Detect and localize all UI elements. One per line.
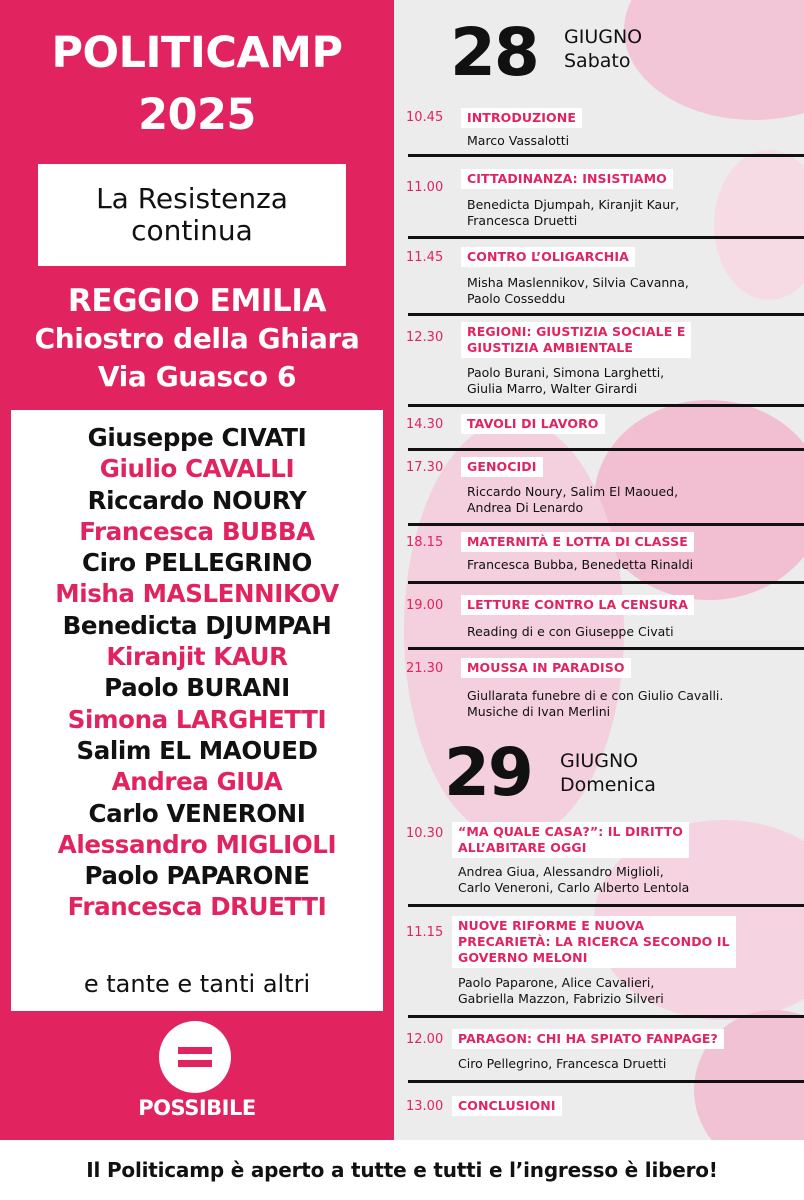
session-title: GENOCIDI [461, 457, 543, 477]
session-time: 17.30 [406, 460, 444, 475]
session-title: PARAGON: CHI HA SPIATO FANPAGE? [452, 1029, 724, 1049]
speaker-name: Andrea GIUA [111, 767, 283, 797]
session-title: CONCLUSIONI [452, 1096, 562, 1116]
session-speakers: Reading di e con Giuseppe Civati [467, 624, 674, 639]
session-speakers: Ciro Pellegrino, Francesca Druetti [458, 1056, 667, 1071]
speaker-name: Riccardo NOURY [87, 485, 307, 515]
speaker-name: Francesca DRUETTI [67, 892, 327, 922]
poster-year: 2025 [138, 90, 256, 140]
session-time: 10.30 [406, 826, 444, 841]
session-time: 12.30 [406, 330, 444, 345]
session-speakers: Marco Vassalotti [467, 133, 570, 148]
others-text: e tante e tanti altri [83, 970, 311, 998]
speaker-list [11, 422, 383, 923]
day-weekday: Domenica [560, 774, 656, 796]
session-title: MOUSSA IN PARADISO [461, 658, 631, 678]
speaker-name: Ciro PELLEGRINO [82, 548, 312, 578]
session-time: 11.15 [406, 925, 444, 940]
session-time: 21.30 [406, 661, 444, 676]
session-time: 10.45 [406, 110, 444, 125]
session-title: NUOVE RIFORME E NUOVA PRECARIETÀ: LA RICERCA SECONDO IL GOVERNO MELONI [452, 916, 736, 968]
speaker-name: Salim EL MAOUED [76, 735, 318, 765]
speaker-name: Carlo VENERONI [88, 798, 306, 828]
day-month: GIUGNO [560, 750, 639, 772]
session-time: 11.45 [406, 250, 444, 265]
session-title: REGIONI: GIUSTIZIA SOCIALE E GIUSTIZIA AMBIENTALE [461, 322, 691, 358]
city: REGGIO EMILIA [67, 283, 327, 319]
session-title: MATERNITÀ E LOTTA DI CLASSE [461, 532, 694, 552]
subtitle-box: La Resistenza continua [38, 164, 346, 266]
session-speakers: Paolo Paparone, Alice Cavalieri, Gabriella Mazzon, Fabrizio Silveri [458, 975, 664, 1006]
venue: Chiostro della Ghiara [34, 322, 360, 355]
possibile-logo-icon [159, 1021, 231, 1093]
speakers-box [11, 410, 383, 1011]
speaker-name: Benedicta DJUMPAH [62, 610, 332, 640]
session-title: INTRODUZIONE [461, 108, 582, 128]
background-illustration [624, 0, 804, 120]
session-speakers: Francesca Bubba, Benedetta Rinaldi [467, 557, 694, 572]
address: Via Guasco 6 [97, 360, 297, 393]
session-speakers: Benedicta Djumpah, Kiranjit Kaur, Francesca Druetti [467, 197, 680, 228]
speaker-name: Alessandro MIGLIOLI [57, 829, 337, 859]
day-number: 29 [444, 734, 532, 811]
day-month: GIUGNO [564, 26, 643, 48]
background-illustration [714, 150, 804, 300]
session-time: 11.00 [406, 180, 444, 195]
session-title: TAVOLI DI LAVORO [461, 414, 605, 434]
speaker-name: Giuseppe CIVATI [87, 423, 307, 452]
left-panel [0, 0, 394, 1140]
session-speakers: Riccardo Noury, Salim El Maoued, Andrea Di Lenardo [467, 484, 679, 515]
speaker-name: Kiranjit KAUR [106, 642, 288, 672]
speaker-name: Misha MASLENNIKOV [55, 579, 339, 609]
speaker-name: Francesca BUBBA [79, 516, 315, 546]
speaker-name: Paolo PAPARONE [84, 861, 310, 891]
session-speakers: Giullarata funebre di e con Giulio Cavalli. Musiche di Ivan Merlini [467, 688, 724, 719]
session-time: 19.00 [406, 598, 444, 613]
session-speakers: Paolo Burani, Simona Larghetti, Giulia Marro, Walter Girardi [467, 365, 665, 396]
session-time: 12.00 [406, 1032, 444, 1047]
poster-title: POLITICAMP [51, 28, 343, 78]
day-weekday: Sabato [564, 50, 631, 72]
session-title: LETTURE CONTRO LA CENSURA [461, 595, 694, 615]
session-title: CITTADINANZA: INSISTIAMO [461, 169, 673, 189]
session-title: CONTRO L’OLIGARCHIA [461, 247, 635, 267]
speaker-name: Paolo BURANI [104, 673, 290, 703]
day-number: 28 [450, 14, 538, 91]
session-time: 13.00 [406, 1099, 444, 1114]
schedule-panel [394, 0, 804, 1140]
session-time: 14.30 [406, 417, 444, 432]
session-time: 18.15 [406, 535, 444, 550]
speaker-name: Simona LARGHETTI [67, 704, 327, 734]
speaker-name: Giulio CAVALLI [99, 454, 295, 484]
logo-text: POSSIBILE [138, 1096, 256, 1120]
footer-note: Il Politicamp è aperto a tutte e tutti e l’ingresso è libero! [0, 1140, 804, 1200]
session-speakers: Misha Maslennikov, Silvia Cavanna, Paolo Cosseddu [467, 275, 689, 306]
session-speakers: Andrea Giua, Alessandro Miglioli, Carlo Veneroni, Carlo Alberto Lentola [458, 864, 690, 895]
session-title: “MA QUALE CASA?”: IL DIRITTO ALL’ABITARE OGGI [452, 822, 689, 858]
